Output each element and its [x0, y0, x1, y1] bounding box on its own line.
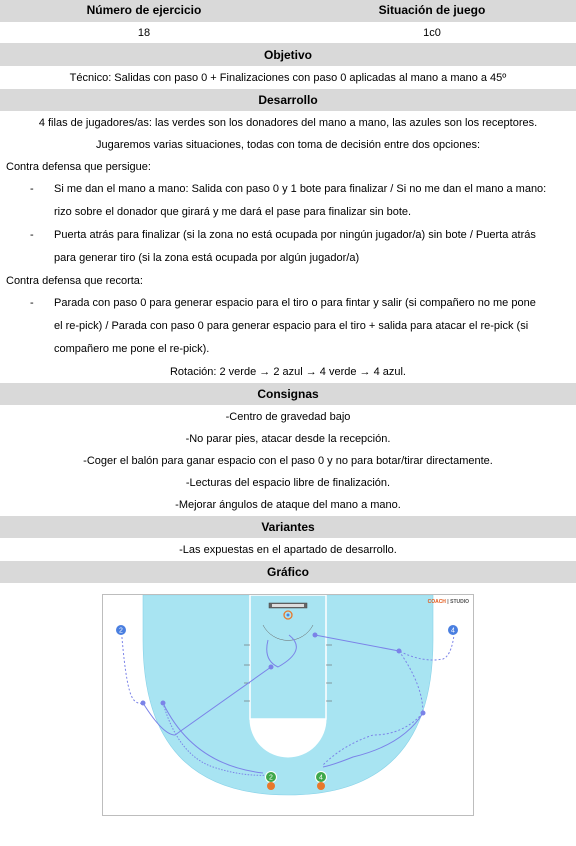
- bullet-dash: -: [30, 183, 34, 195]
- bullet-dash: -: [30, 297, 34, 309]
- consigna-5: -Mejorar ángulos de ataque del mano a mano.: [175, 499, 401, 511]
- consigna-2: -No parar pies, atacar desde la recepción.: [185, 433, 391, 445]
- player-blue-2-label: 2: [119, 627, 123, 635]
- recorta-label: Contra defensa que recorta:: [6, 275, 143, 287]
- exercise-number-value: 18: [137, 27, 151, 39]
- desarrollo-title: Desarrollo: [0, 89, 576, 112]
- consignas-title: Consignas: [0, 383, 576, 406]
- objetivo-title: Objetivo: [0, 44, 576, 67]
- backboard-inner: [272, 604, 304, 607]
- table-header: [0, 0, 576, 23]
- court-diagram: [102, 594, 474, 816]
- game-situation-header: Situación de juego: [378, 3, 486, 17]
- bullet-dash: -: [30, 229, 34, 241]
- persigue-item-1-line-2: rizo sobre el donador que girará y me dará el pase para finalizar sin bote.: [54, 206, 412, 218]
- recorta-item-1-line-3: compañero me pone el re-pick).: [54, 343, 210, 355]
- persigue-label: Contra defensa que persigue:: [6, 161, 151, 173]
- blue-2-cut-path: [121, 625, 143, 703]
- consigna-4: -Lecturas del espacio libre de finalización.: [185, 477, 391, 489]
- player-blue-2: [116, 625, 127, 636]
- exercise-number-header: Número de ejercicio: [86, 3, 202, 17]
- persigue-item-1: [0, 178, 576, 224]
- variantes-title: Variantes: [0, 516, 576, 539]
- persigue-item-2: [0, 224, 576, 270]
- variantes-text: -Las expuestas en el apartado de desarrollo.: [179, 544, 397, 556]
- persigue-item-1-line-1: Si me dan el mano a mano: Salida con paso 0 y 1 bote para finalizar / Si no me dan el mano a mano:: [54, 183, 547, 195]
- logo-brand: COACH: [427, 599, 446, 605]
- court-svg: [103, 595, 473, 815]
- objetivo-text: Técnico: Salidas con paso 0 + Finalizaciones con paso 0 aplicadas al mano a mano a 45º: [69, 72, 507, 84]
- desarrollo-line-2: Jugaremos varias situaciones, todas con toma de decisión entre dos opciones:: [96, 139, 480, 151]
- hoop-center: [287, 614, 290, 617]
- player-green-4-label: 4: [319, 774, 323, 782]
- desarrollo-line-1: 4 filas de jugadores/as: las verdes son los donadores del mano a mano, las azules son los receptores.: [38, 117, 538, 129]
- ball-icon: [267, 782, 275, 790]
- table-values: [0, 23, 576, 44]
- recorta-item-1: [0, 292, 576, 361]
- coach-studio-logo: COACH | STUDIO: [427, 599, 469, 605]
- player-blue-4: [448, 625, 459, 636]
- grafico-title: Gráfico: [0, 561, 576, 584]
- game-situation-value: 1c0: [423, 27, 441, 39]
- grafico-area: [0, 584, 576, 828]
- player-green-2-label: 2: [269, 774, 273, 782]
- rotation-text: Rotación: 2 verde → 2 azul → 4 verde → 4 azul.: [169, 366, 406, 378]
- recorta-item-1-line-2: el re-pick) / Parada con paso 0 para generar espacio para el tiro + salida para atacar el re-pick (si: [54, 320, 529, 332]
- persigue-item-2-line-1: Puerta atrás para finalizar (si la zona no está ocupada por ningún jugador/a) sin bote / Puerta atrás: [54, 229, 536, 241]
- consigna-1: -Centro de gravedad bajo: [225, 411, 351, 423]
- consigna-3: -Coger el balón para ganar espacio con el paso 0 y no para botar/tirar directamente.: [83, 455, 493, 467]
- ball-icon: [317, 782, 325, 790]
- persigue-item-2-line-2: para generar tiro (si la zona está ocupada por algún jugador/a): [54, 252, 360, 264]
- recorta-item-1-line-1: Parada con paso 0 para generar espacio para el tiro o para fintar y salir (si compañero no me pone: [54, 297, 536, 309]
- logo-sub: STUDIO: [450, 599, 469, 605]
- player-blue-4-label: 4: [451, 627, 455, 635]
